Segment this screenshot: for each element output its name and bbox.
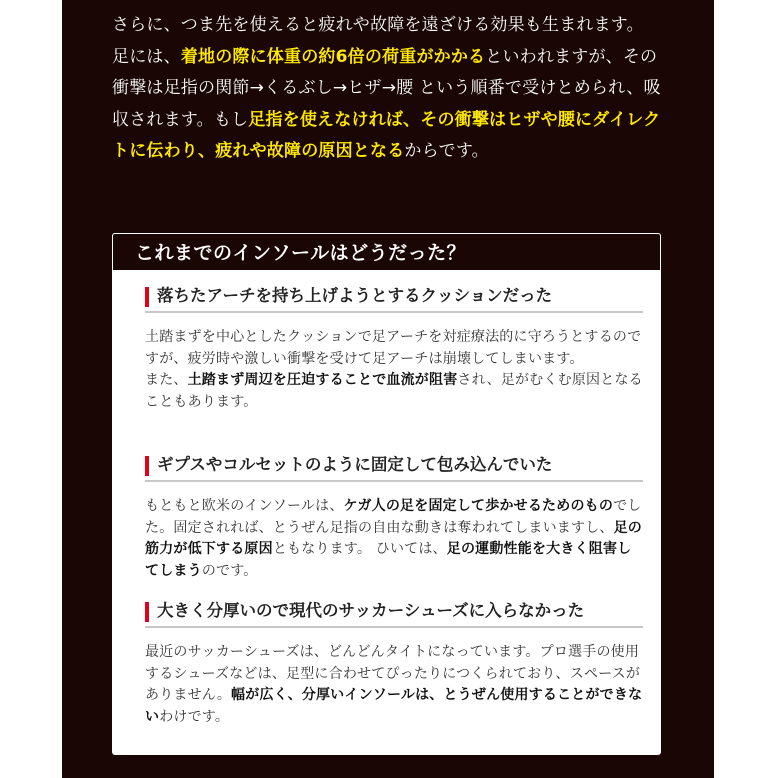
card-header bbox=[112, 233, 661, 271]
body-text: 土踏まずを中心としたクッションで足アーチを対症療法的に守ろうとするのですが、疲労時や激しい衝撃を受けて足アーチは崩壊してしまいます。 bbox=[145, 329, 642, 367]
section-title: ギプスやコルセットのように固定して包み込んでいた bbox=[157, 455, 553, 474]
intro-text-segment: 足には、 bbox=[112, 46, 181, 67]
body-text: もともと欧米のインソールは、 bbox=[145, 498, 344, 514]
body-bold-text: 幅が広く、分厚いインソールは、とうぜん使用することができない bbox=[145, 687, 643, 725]
intro-highlight-load: 着地の際に体重の約6倍の荷重がかかる bbox=[180, 46, 486, 67]
intro-paragraph-1: さらに、つま先を使えると疲れや故障を遠ざける効果も生まれます。 bbox=[112, 15, 644, 35]
card-title: これまでのインソールはどうだった？ bbox=[135, 242, 467, 264]
section-title: 大きく分厚いので現代のサッカーシューズに入らなかった bbox=[157, 601, 585, 620]
insole-comparison-card bbox=[112, 233, 661, 755]
section-body bbox=[145, 642, 643, 728]
section-cushion bbox=[145, 283, 643, 413]
intro-text bbox=[112, 10, 672, 168]
body-bold-text: 足の運動性能を大きく阻害してしまう bbox=[145, 541, 632, 579]
red-accent-bar bbox=[145, 456, 149, 476]
section-heading bbox=[145, 283, 643, 313]
section-title: 落ちたアーチを持ち上げようとするクッションだった bbox=[157, 286, 553, 305]
section-thickness bbox=[145, 598, 643, 728]
body-bold-text: 足の筋力が低下する原因 bbox=[145, 519, 643, 557]
intro-text-segment: といわれますが、その衝撃は足指の関節→くるぶし→ヒザ→腰 という順番で受けとめられ、吸収されます。もし bbox=[112, 46, 661, 130]
body-text: のです。 bbox=[201, 562, 258, 579]
section-heading bbox=[145, 452, 643, 482]
body-text: わけです。 bbox=[159, 708, 230, 725]
section-body bbox=[145, 496, 643, 582]
body-text: また、 bbox=[145, 372, 188, 388]
intro-highlight-impact: 足指を使えなければ、その衝撃はヒザや腰にダイレクトに伝わり、疲れや故障の原因となる bbox=[112, 109, 661, 161]
intro-paragraph-2 bbox=[112, 42, 672, 168]
body-bold-text: ケガ人の足を固定して歩かせるためのもの bbox=[343, 498, 614, 514]
body-text: ともなります。 ひいては、 bbox=[272, 541, 447, 557]
section-heading bbox=[145, 598, 643, 628]
red-accent-bar bbox=[145, 602, 149, 622]
body-bold-text: 土踏まず周辺を圧迫することで血流が阻害 bbox=[187, 372, 458, 388]
section-fixation bbox=[145, 452, 643, 582]
intro-text-segment: からです。 bbox=[404, 141, 489, 161]
body-text: でした。固定されれば、とうぜん足指の自由な動きは奪われてしまいますし、 bbox=[145, 498, 642, 536]
body-text: され、足がむくむ原因となることもあります。 bbox=[145, 372, 643, 410]
section-body bbox=[145, 327, 643, 413]
red-accent-bar bbox=[145, 287, 149, 307]
body-text: 最近のサッカーシューズは、どんどんタイトになっています。プロ選手の使用するシューズなどは、足型に合わせてぴったりにつくられており、スペースがありません。 bbox=[145, 644, 641, 703]
